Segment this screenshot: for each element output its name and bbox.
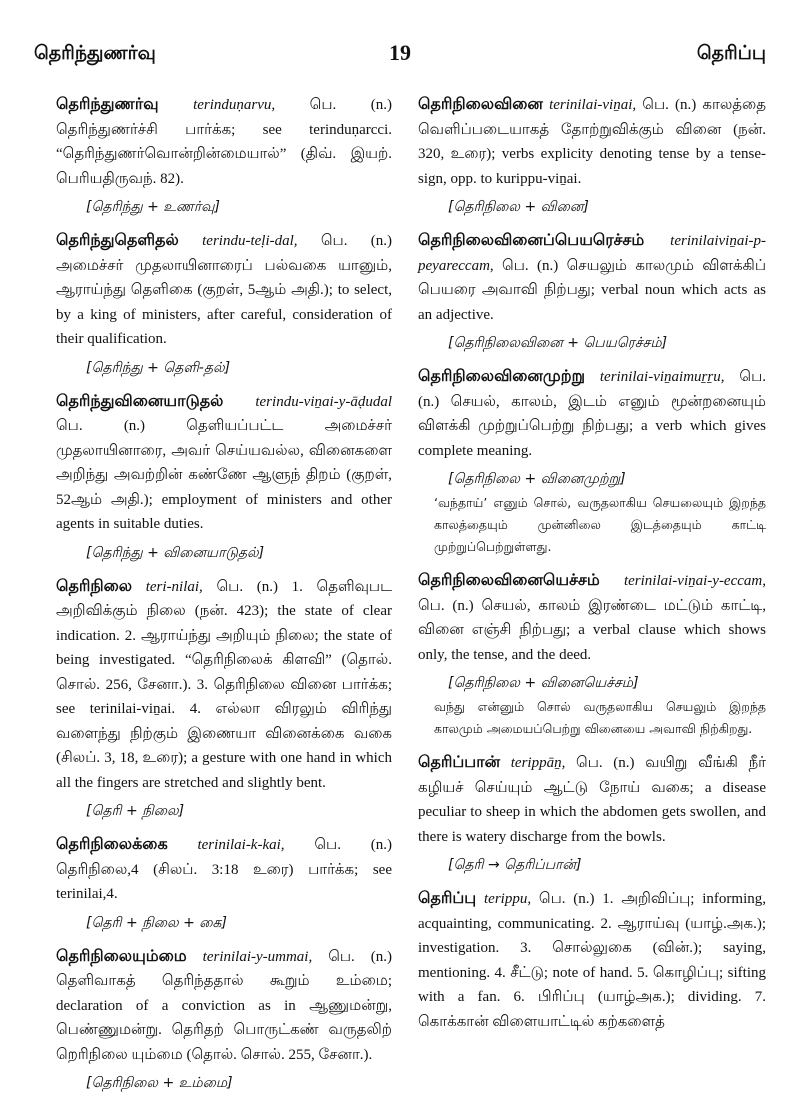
entry-definition: பெ. (n.) தெளிவாகத் தெரிந்ததால் கூறும் உம்மை; declaration of a conviction as in ஆணுமன்று, பெண்ணுமன்று. தெரிதற் பொருட்கண் வருதலிற் றெரிநிலை யும்மை (தொல். சொல். 255, சேனா.). — [56, 948, 393, 1063]
entry-transliteration: terinilaiviṉai-p-peyareccam, — [418, 233, 766, 274]
entry-transliteration: terindu-teḷi-dal, — [202, 233, 298, 249]
entry-definition: பெ. (n.) 1. அறிவிப்பு; informing, acquainting, communicating. 2. ஆராய்வு (யாழ்.அக.); investigation. 3. சொல்லுகை (வின்.); saying, mentioning. 4. சீட்டு; note of hand. 5. கொழிப்பு; sifting with a fan. 6. பிரிப்பு (யாழ்அக.); dividing. 7. கொக்கான் விளையாட்டில் கற்களைத் — [418, 891, 767, 1030]
entry-definition: பெ. (n.) தெரிந்துணர்ச்சி பார்க்க; see terinduṇarcci. “தெரிந்துணர்வொன்றின்மையால்” (திவ். இயற். பெரியதிருவந். 82). — [56, 97, 393, 187]
dictionary-entry — [418, 750, 766, 876]
entry-etymology: [தெரிநிலை + வினைமுற்று] — [448, 471, 626, 487]
dictionary-entry — [418, 568, 766, 740]
page-number: 19 — [389, 40, 411, 65]
entry-etymology: [தெரிநிலை + வினை] — [448, 199, 589, 215]
entry-etymology: [தெரி + நிலை + கை] — [86, 914, 227, 931]
dictionary-entry — [418, 228, 766, 354]
entry-headword: தெரிநிலையும்மை — [56, 945, 187, 965]
dictionary-entry — [56, 574, 392, 823]
entry-transliteration: terinilai-viṉai, — [549, 97, 637, 113]
entry-definition: பெ. (n.) செயலும் காலமும் விளக்கிப் பெயரை அவாவி நிற்பது; verbal noun which acts as an adjective. — [418, 257, 767, 323]
entry-headword: தெரிநிலைக்கை — [56, 834, 168, 853]
right-column — [418, 92, 766, 1044]
entry-headword: தெரிப்பான் — [418, 752, 501, 771]
entry-transliteration: terinduṇarvu, — [193, 97, 276, 113]
dictionary-entry — [418, 92, 766, 218]
entry-definition: பெ. (n.) வயிறு வீங்கி நீர் கழியச் செய்யும் ஆட்டு நோய் வகை; a disease peculiar to sheep in which the abdomen gets swollen, and there is watery discharge from the bowls. — [418, 755, 767, 845]
entry-etymology: [தெரிந்து + தெளி-தல்] — [86, 359, 231, 376]
entry-headword: தெரிந்துவினையாடுதல் — [56, 390, 224, 410]
dictionary-entry — [56, 228, 392, 379]
entry-usage-note: ‘வந்தாய்’ எனும் சொல், வருதலாகிய செயலையும் இறந்த காலத்தையும் முன்னிலை இடத்தையும் காட்டி முற்றுப்பெற்றுள்ளது. — [434, 495, 766, 554]
entry-usage-note: வந்து என்னும் சொல் வருதலாகிய செயலும் இறந்த காலமும் அமையப்பெற்று வினையை அவாவி நிற்கிறது. — [434, 699, 766, 736]
entry-headword: தெரிநிலை — [56, 575, 133, 595]
entry-definition: பெ. (n.) தெரிநிலை,4 (சிலப். 3:18 உரை) பார்க்க; see terinilai,4. — [56, 837, 392, 902]
entry-headword: தெரிந்துணர்வு — [56, 94, 159, 113]
entry-definition: பெ. (n.) காலத்தை வெளிப்படையாகத் தோற்றுவிக்கும் வினை (நன். 320, உரை); verbs explicity denoting tense by a tense-sign, opp. to kurippu-viṉai. — [418, 97, 766, 187]
entry-headword: தெரிநிலைவினையெச்சம் — [418, 570, 600, 589]
left-column — [56, 92, 392, 1104]
entry-definition: பெ. (n.) தெளியப்பட்ட அமைச்சர் முதலாயினாரை, அவர் செய்யவல்ல, வினைகளை அறிந்து அவற்றின் கண்ணே ஆளுந் திறம் (குறள், 52ஆம் அதி.); employment of ministers and other agents in suitable duties. — [56, 418, 392, 532]
entry-definition: பெ. (n.) செயல், காலம், இடம் எனும் மூன்றனையும் விளக்கி முற்றுப்பெற்று நிற்பது; a verb which gives complete meaning. — [418, 369, 766, 459]
dictionary-entry — [56, 832, 392, 934]
entry-transliteration: terippāṉ, — [510, 755, 566, 771]
entry-headword: தெரிநிலைவினைப்பெயரெச்சம் — [418, 230, 645, 249]
entry-etymology: [தெரி + நிலை] — [86, 803, 185, 819]
entry-transliteration: terindu-viṉai-y-āḍudal — [255, 393, 392, 410]
entry-etymology: [தெரிந்து + வினையாடுதல்] — [86, 544, 265, 561]
entry-transliteration: terippu, — [484, 891, 532, 907]
entry-definition: பெ. (n.) செயல், காலம் இரண்டை மட்டும் காட்டி, வினை எஞ்சி நிற்பது; a verbal clause which shows only, the tense, and the deed. — [418, 597, 766, 663]
dictionary-entry — [418, 364, 766, 558]
entry-definition: பெ. (n.) அமைச்சர் முதலாயினாரைப் பல்வகை யானும், ஆராய்ந்து தெளிகை (குறள், 5ஆம் அதி.); to select, by a king of ministers, after careful, consideration of their qualification. — [56, 233, 393, 347]
entry-transliteration: terinilai-viṉaimuṟṟu, — [599, 369, 725, 385]
dictionary-entry — [56, 944, 392, 1095]
entry-etymology: [தெரிந்து + உணர்வு] — [86, 199, 220, 215]
entry-definition: பெ. (n.) 1. தெளிவுபட அறிவிக்கும் நிலை (நன். 423); the state of clear indication. 2. ஆராய்ந்து அறியும் நிலை; the state of being investigated. “தெரிநிலைக் கிளவி” (தொல். சொல். 256, சேனா.). 3. தெரிநிலை வினை பார்க்க; see terinilai-viṉai. 4. எல்லா விரலும் விரிந்து வளைந்து நிற்கும் இணையா வினைக்கை வகை (சிலப். 3, 18, உரை); a gesture with one hand in which all the fingers are stretched and slightly bent. — [56, 578, 393, 791]
entry-etymology: [தெரிநிலை + உம்மை] — [86, 1075, 233, 1091]
entry-transliteration: terinilai-viṉai-y-eccam, — [623, 573, 766, 589]
dictionary-entry — [56, 92, 392, 218]
entry-headword: தெரிநிலைவினைமுற்று — [418, 366, 585, 385]
dictionary-entry — [56, 389, 392, 564]
entry-headword: தெரிந்துதெளிதல் — [56, 230, 179, 249]
entry-headword: தெரிநிலைவினை — [418, 94, 543, 113]
entry-etymology: [தெரிநிலை + வினையெச்சம்] — [448, 675, 639, 691]
entry-etymology: [தெரி → தெரிப்பான்] — [448, 857, 582, 873]
entry-etymology: [தெரிநிலைவினை + பெயரெச்சம்] — [448, 335, 668, 351]
header-left-guide-word: தெரிந்துணர்வு — [34, 42, 156, 64]
entry-transliteration: teri-nilai, — [145, 578, 203, 595]
entry-transliteration: terinilai-k-kai, — [197, 837, 285, 853]
page-header — [34, 42, 766, 72]
header-right-guide-word: தெரிப்பு — [696, 42, 766, 64]
entry-transliteration: terinilai-y-ummai, — [202, 948, 313, 965]
entry-headword: தெரிப்பு — [418, 888, 477, 907]
dictionary-entry — [418, 886, 766, 1034]
